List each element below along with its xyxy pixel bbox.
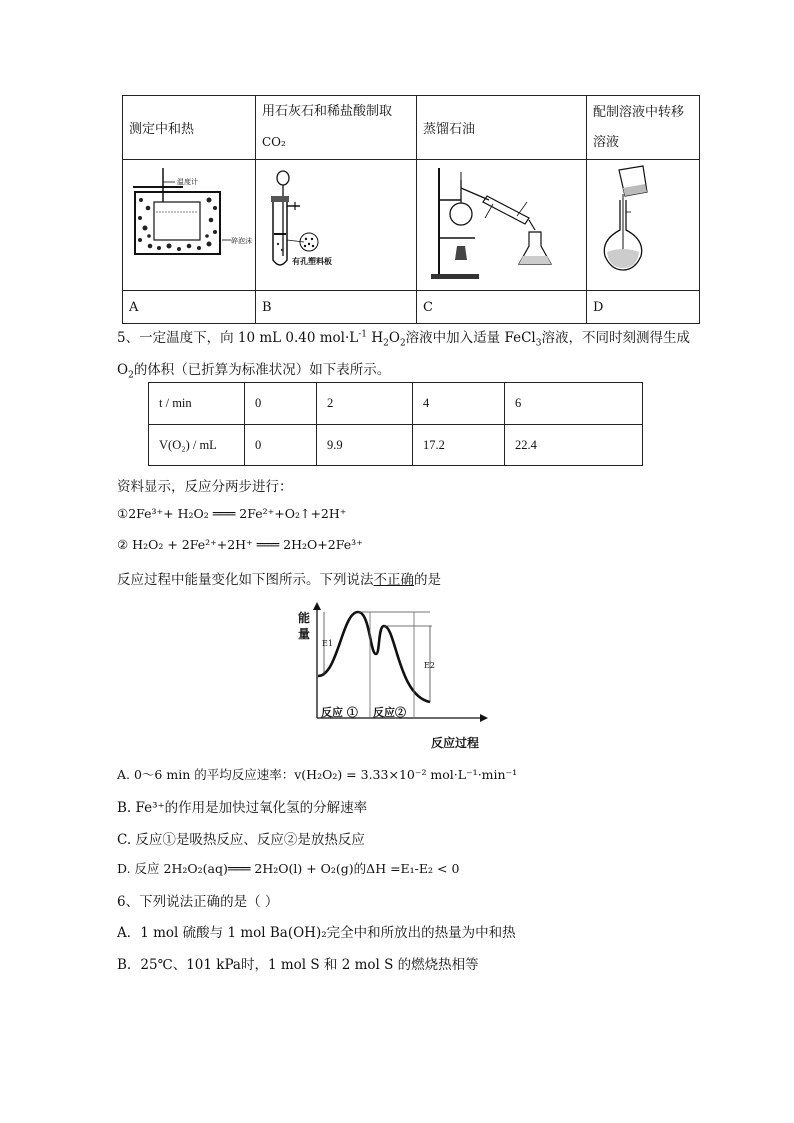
cell-v-4: 17.2	[413, 425, 505, 466]
cell-v-0: 0	[245, 425, 317, 466]
distillation-drawing	[417, 160, 587, 286]
q5-intro-line2: $O_2$的体积（已折算为标准状况）如下表所示。	[117, 362, 391, 381]
y-label-2: 量	[298, 627, 311, 641]
x-axis-arrow-icon	[480, 714, 488, 722]
q5-choice-d: D. 反应 2H₂O₂(aq)═══ 2H₂O(l) + O₂(g)的ΔH =E₁-E₂ < 0	[117, 861, 460, 876]
cell-t-2: 2	[317, 383, 413, 425]
q5-choice-a: A. 0～6 min 的平均反应速率：v(H₂O₂) = 3.33×10⁻² mol·L⁻¹·min⁻¹	[117, 767, 518, 782]
volumetric-flask-drawing	[587, 160, 700, 286]
q6-stem: 6、下列说法正确的是（ ）	[117, 894, 279, 910]
q5-intro-line1: 5、一定温度下，向 10 mL 0.40 $mol\cdot L^{-1}$ $H_2O_2$溶液中加入适量 FeCl$_3$溶液，不同时刻测得生成	[117, 329, 690, 349]
q5-prompt: 反应过程中能量变化如下图所示。下列说法不正确的是	[117, 572, 441, 588]
image-c-distillation	[417, 160, 587, 291]
x-axis-label: 反应过程	[431, 736, 480, 750]
cell-v-2: 9.9	[317, 425, 413, 466]
image-b-gas-generator	[256, 160, 417, 291]
header-d: 配制溶液中转移 溶液	[587, 96, 700, 160]
cell-v-header: V(O₂) / mL	[149, 425, 245, 466]
cell-t-0: 0	[245, 383, 317, 425]
option-d: D	[587, 291, 700, 324]
cell-t-4: 4	[413, 383, 505, 425]
q5-info: 资料显示，反应分两步进行：	[117, 479, 293, 495]
option-a: A	[123, 291, 256, 324]
label-thermometer: 温度计	[177, 178, 198, 186]
q6-choice-b: B．25℃、101 kPa时，1 mol S 和 2 mol S 的燃烧热相等	[117, 957, 479, 973]
e2-label: E2	[424, 661, 435, 670]
y-axis-arrow-icon	[313, 602, 321, 610]
cell-t-header: t / min	[149, 383, 245, 425]
option-b: B	[256, 291, 417, 324]
option-c: C	[417, 291, 587, 324]
header-a: 测定中和热	[123, 96, 256, 160]
stage1-label: 反应 ①	[321, 706, 358, 719]
apparatus-table	[122, 95, 700, 324]
cell-t-6: 6	[505, 383, 643, 425]
header-b: 用石灰石和稀盐酸制取 CO₂	[256, 96, 417, 160]
e1-label: E1	[322, 639, 333, 648]
energy-curve	[318, 612, 430, 702]
header-c: 蒸馏石油	[417, 96, 587, 160]
stage2-label: 反应②	[373, 706, 406, 719]
image-a-calorimeter	[123, 160, 256, 291]
energy-diagram	[290, 598, 500, 756]
q5-step2: ② H₂O₂ + 2Fe²⁺+2H⁺ ═══ 2H₂O+2Fe³⁺	[117, 537, 363, 552]
label-foam: 碎泡沫	[231, 237, 252, 245]
q5-step1: ①2Fe³⁺+ H₂O₂ ═══ 2Fe²⁺+O₂↑+2H⁺	[117, 506, 347, 521]
q6-choice-a: A．1 mol 硫酸与 1 mol Ba(OH)₂完全中和所放出的热量为中和热	[117, 925, 516, 941]
y-label-1: 能	[298, 611, 311, 625]
calorimeter-drawing	[123, 160, 256, 286]
q5-choice-b: B. Fe³⁺的作用是加快过氧化氢的分解速率	[117, 800, 368, 816]
label-perforated-plate: 有孔塑料板	[292, 256, 332, 266]
o2-volume-table	[148, 382, 643, 466]
gas-generator-drawing	[256, 160, 417, 286]
q5-choice-c: C. 反应①是吸热反应、反应②是放热反应	[117, 832, 365, 848]
image-d-volumetric-flask	[587, 160, 700, 291]
cell-v-6: 22.4	[505, 425, 643, 466]
